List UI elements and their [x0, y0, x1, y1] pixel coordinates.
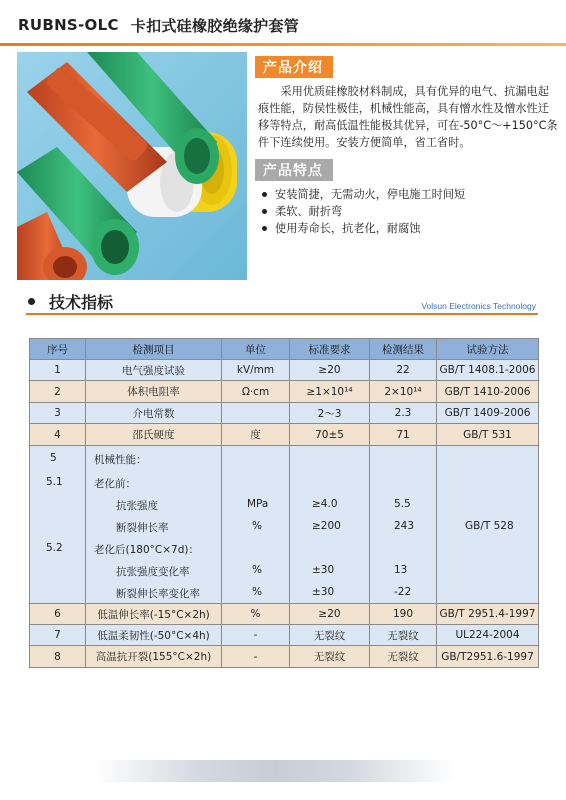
- product-photo: [17, 52, 247, 280]
- table-header-row: [30, 339, 539, 360]
- bullet-icon: [262, 209, 267, 214]
- col-header: 单位: [222, 339, 290, 360]
- product-code: RUBNS-OLC: [18, 16, 119, 34]
- tubes-illustration: [17, 52, 247, 280]
- feature-item: 柔软、耐折弯: [258, 203, 558, 220]
- section-rule: [26, 313, 538, 315]
- table-row: 3 介电常数 2～3 2.3 GB/T 1409-2006: [30, 403, 539, 424]
- feature-item: 安装简捷，无需动火，停电施工时间短: [258, 186, 558, 203]
- mech-req-cell: ≥4.0 ≥200 ±30 ±30: [290, 446, 370, 604]
- mech-result-cell: 5.5 243 13 -22: [370, 446, 437, 604]
- table-row: 4 邵氏硬度 度 70±5 71 GB/T 531: [30, 424, 539, 446]
- features-tag: 产品特点: [255, 159, 333, 181]
- table-row-mechanical: [30, 446, 539, 604]
- bullet-icon: [262, 192, 267, 197]
- spec-table: [29, 338, 539, 668]
- col-header: 序号: [30, 339, 86, 360]
- mech-unit-cell: MPa % % %: [222, 446, 290, 604]
- mech-method-cell: GB/T 528: [437, 446, 539, 604]
- intro-tag: 产品介绍: [255, 56, 333, 78]
- mech-item-cell: 机械性能： 老化前： 抗张强度 断裂伸长率 老化后(180°C×7d)： 抗张强度变化率 断裂伸长率变化率: [86, 446, 222, 604]
- company-name: Volsun Electronics Technology: [421, 301, 536, 311]
- feature-item: 使用寿命长，抗老化，耐腐蚀: [258, 220, 558, 237]
- intro-text: 采用优质硅橡胶材料制成，具有优异的电气、抗漏电起痕性能，防侯性极佳，机械性能高，具有憎水性及憎水性迁移等特点，耐高低温性能极其优异，可在-50°C～+150°C条件下连续使用。安装方便简单，省工省时。: [258, 85, 558, 149]
- features-list: [258, 186, 558, 237]
- bullet-icon: [28, 298, 35, 305]
- footer-bar: [95, 760, 455, 782]
- table-row: 8 高温抗开裂(155°C×2h) - 无裂纹 无裂纹 GB/T2951.6-1997: [30, 646, 539, 668]
- table-row: 1 电气强度试验 kV/mm ≥20 22 GB/T 1408.1-2006: [30, 360, 539, 381]
- table-row: 6 低温伸长率(-15°C×2h) % ≥20 190 GB/T 2951.4-1997: [30, 604, 539, 625]
- header-rule: [0, 43, 566, 46]
- table-row: 2 体积电阻率 Ω·cm ≥1×10¹⁴ 2×10¹⁴ GB/T 1410-2006: [30, 381, 539, 403]
- col-header: 检测结果: [370, 339, 437, 360]
- col-header: 试验方法: [437, 339, 539, 360]
- mech-seq-cell: 5 5.1 5.2: [30, 446, 86, 604]
- page-header: [18, 10, 299, 40]
- section-title: 技术指标: [28, 290, 113, 312]
- product-title: 卡扣式硅橡胶绝缘护套管: [130, 16, 300, 35]
- col-header: 标准要求: [290, 339, 370, 360]
- bullet-icon: [262, 226, 267, 231]
- col-header: 检测项目: [86, 339, 222, 360]
- table-row: 7 低温柔韧性(-50°C×4h) - 无裂纹 无裂纹 UL224-2004: [30, 625, 539, 646]
